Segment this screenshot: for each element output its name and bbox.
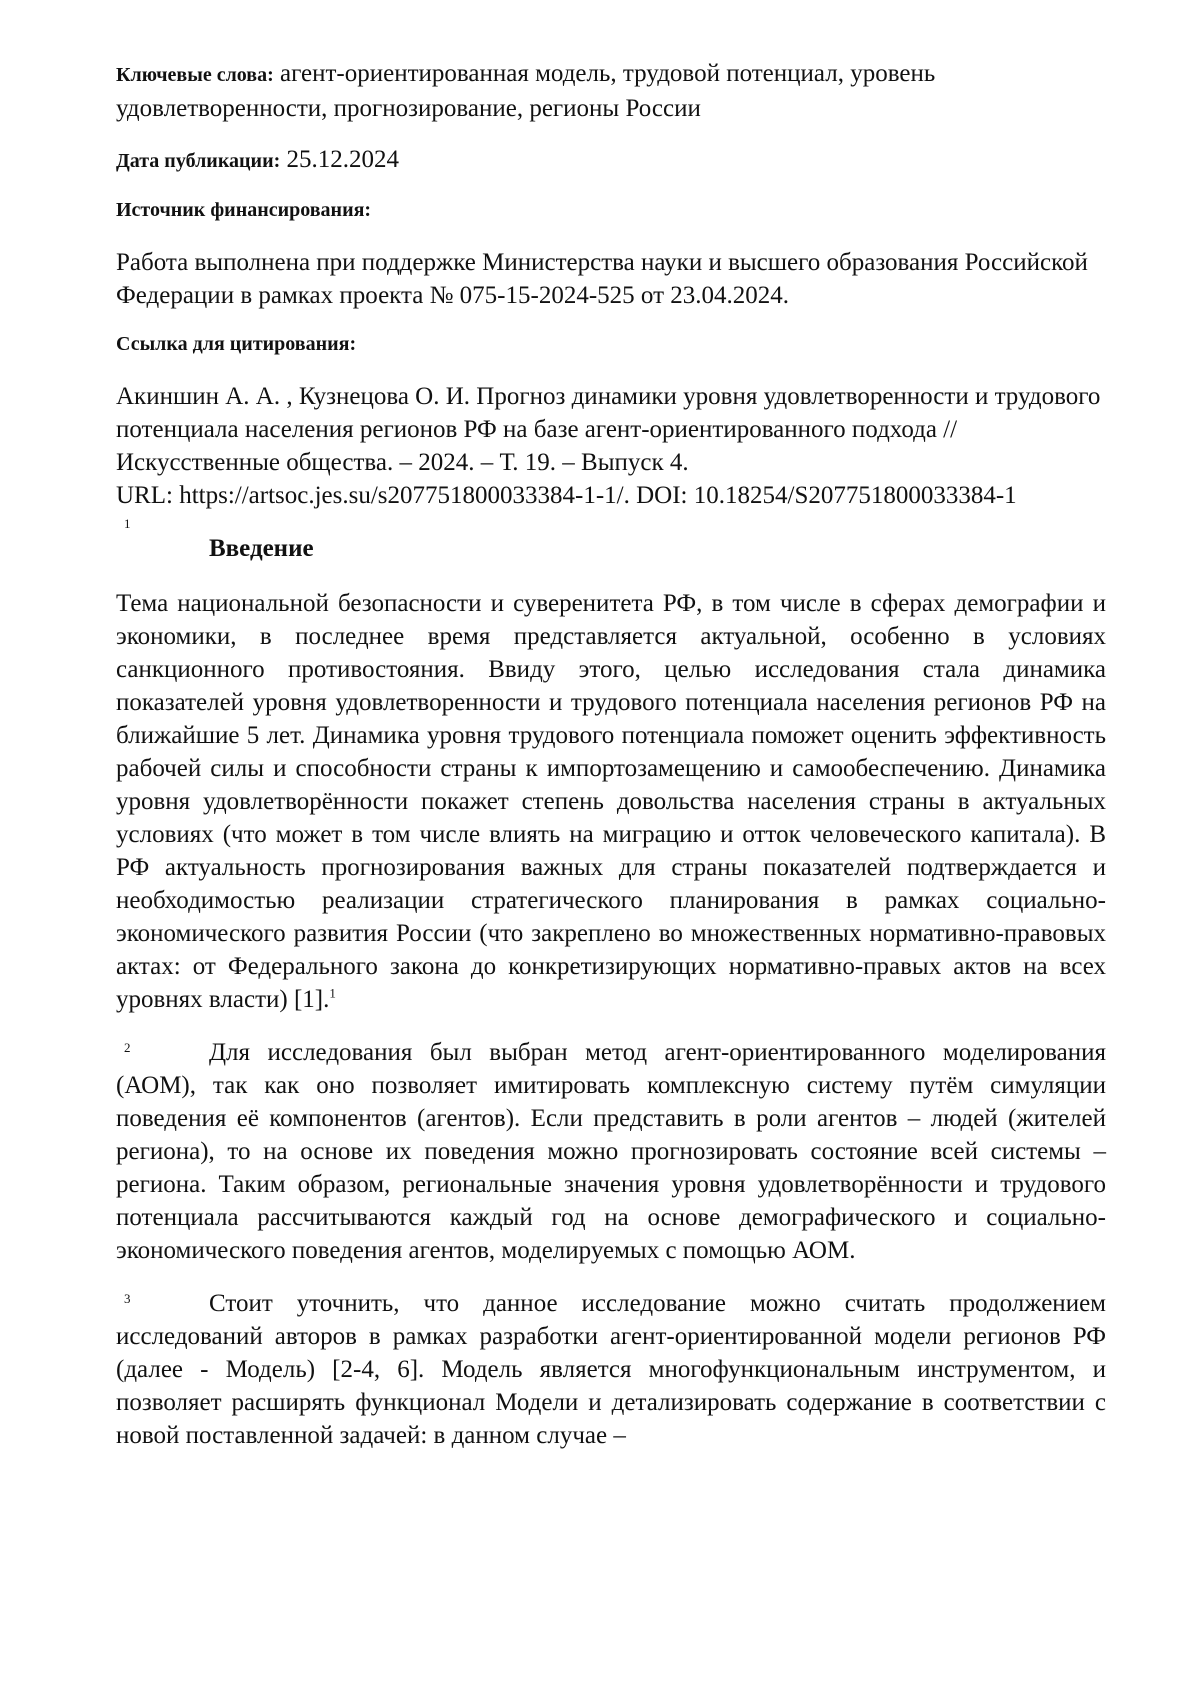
publication-date-line [116,143,1106,178]
citation-text: Акиншин А. А. , Кузнецова О. И. Прогноз динамики уровня удовлетворенности и трудового потенциала населения регионов РФ на базе агент-ориентированного подхода // Искусственные общества. – 2024. – Т. 19. – Выпуск 4. [116,380,1106,479]
footnote-mark[interactable]: 1 [329,986,336,1001]
document-page [0,0,1200,1698]
paragraph-3-text: Стоит уточнить, что данное исследование можно считать продолжением исследований авторов в рамках разработки агент-ориентированной модели регионов РФ (далее - Модель) [2-4, 6]. Модель является многофункциональным инструментом, и позволяет расширять функционал Модели и детализировать содержание в соответствии с новой поставленной задачей: в данном случае – [116,1290,1106,1449]
funding-text: Работа выполнена при поддержке Министерства науки и высшего образования Российской Федерации в рамках проекта № 075-15-2024-525 от 23.04.2024. [116,246,1106,312]
funding-label: Источник финансирования: [116,196,1106,224]
introduction-paragraph-text: Тема национальной безопасности и суверенитета РФ, в том числе в сферах демографии и экономики, в последнее время представляется актуальной, особенно в условиях санкционного противостояния. Ввиду этого, целью исследования стала динамика показателей уровня удовлетворенности и трудового потенциала населения регионов РФ на ближайшие 5 лет. Динамика уровня трудового потенциала поможет оценить эффективность рабочей силы и способности страны к импортозамещению и самообеспечению. Динамика уровня удовлетворённости покажет степень довольства населения страны в актуальных условиях (что может в том числе влиять на миграцию и отток человеческого капитала). В РФ актуальность прогнозирования важных для страны показателей подтверждается и необходимостью реализации стратегического планирования в рамках социально-экономического развития России (что закреплено во множественных нормативно-правовых актах: от Федерального закона до конкретизирующих нормативно-правых актов на всех уровнях власти) [1]. [116,590,1106,1013]
paragraph-number-3: 3 [124,1291,131,1307]
paragraph-number-2: 2 [124,1040,131,1056]
paragraph-3 [116,1287,1106,1452]
paragraph-2-text: Для исследования был выбран метод агент-ориентированного моделирования (АОМ), так как оно позволяет имитировать комплексную систему путём симуляции поведения её компонентов (агентов). Если представить в роли агентов – людей (жителей региона), то на основе их поведения можно прогнозировать состояние всей системы – региона. Таким образом, региональные значения уровня удовлетворённости и трудового потенциала рассчитываются каждый год на основе демографического и социально-экономического поведения агентов, моделируемых с помощью АОМ. [116,1039,1106,1264]
keywords-text: агент-ориентированная модель, трудовой потенциал, уровень удовлетворенности, прогнозирование, регионы России [116,60,935,122]
paragraph-number-1: 1 [124,516,131,532]
publication-date-label: Дата публикации: [116,150,280,172]
keywords-line [116,57,1106,125]
introduction-paragraph [116,587,1106,1016]
paragraph-2 [116,1036,1106,1267]
publication-date-value: 25.12.2024 [287,146,400,173]
citation-url-line: URL: https://artsoc.jes.su/s207751800033384-1-1/. DOI: 10.18254/S207751800033384-1 [116,479,1106,512]
keywords-label: Ключевые слова: [116,64,274,86]
introduction-marker-line [116,516,1106,532]
section-title-introduction: Введение [209,532,1106,565]
citation-label: Ссылка для цитирования: [116,330,1106,358]
document-content [116,57,1106,1452]
